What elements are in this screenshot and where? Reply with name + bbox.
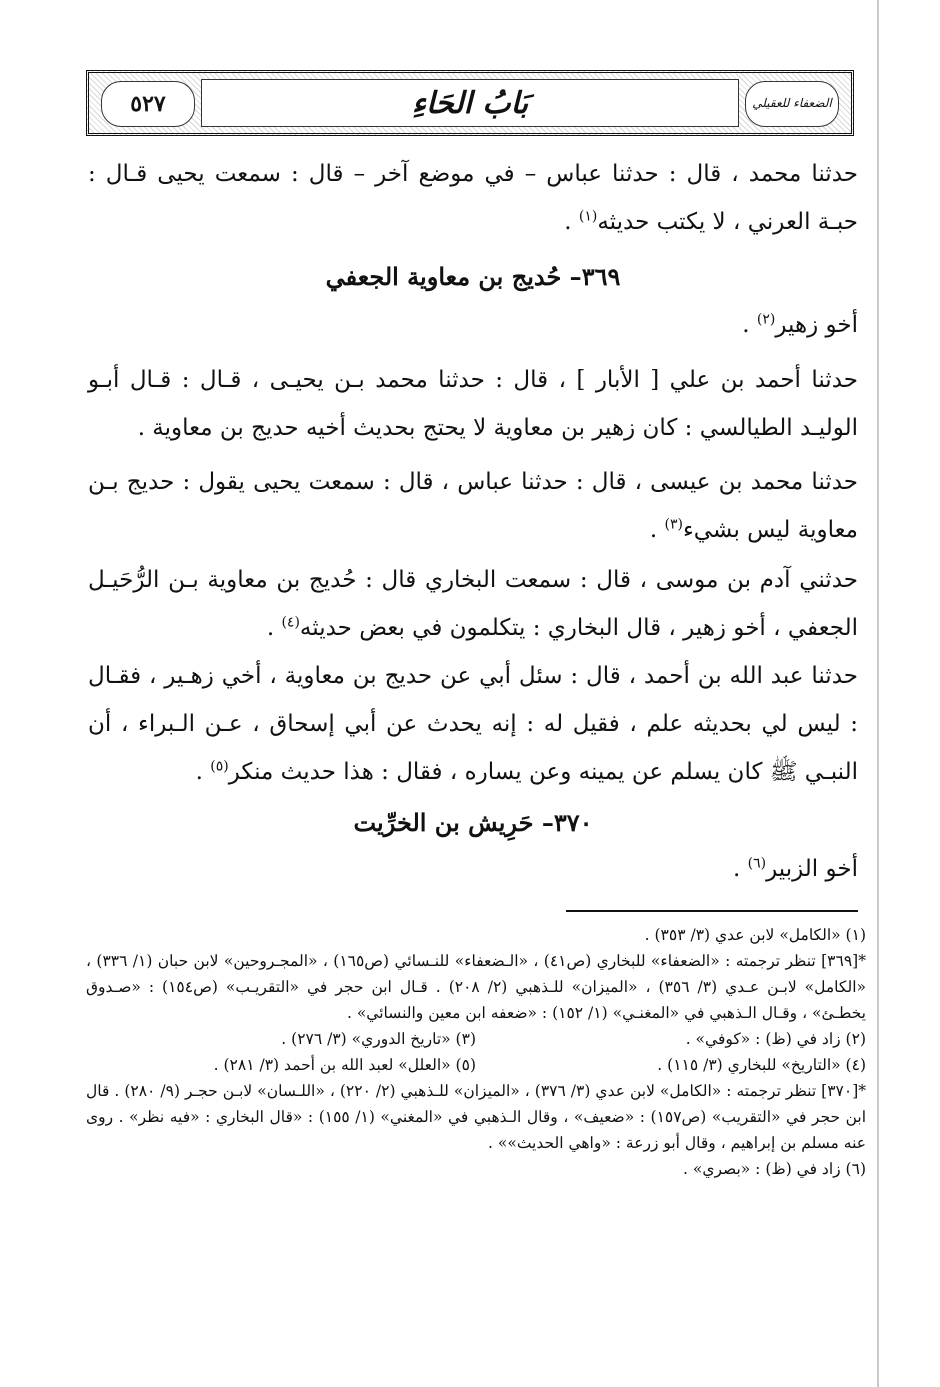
paragraph-text: حدثنا محمد ، قال : حدثنا عباس – في موضع آخر – قال : سمعت يحيى قـال : حبـة العرني ، لا يكتب حديثه [88,161,858,235]
footnote-6: (٦) زاد في (ظ) : «بصري» . [682,1160,866,1178]
footnote-ref: (٢) [756,311,776,328]
entry-369-intro: أخو زهير$^{(٢)}$ . [742,311,858,338]
footnote-row-2-3 [86,1026,866,1052]
footnote-separator [566,910,858,912]
chapter-title-frame [201,79,739,127]
running-header [86,70,854,136]
entry-370-title: ٣٧٠– حَرِيش بن الخرِّيت [353,808,593,837]
entry-369-para-1: حدثنا أحمد بن علي [ الأبار ] ، قال : حدثنا محمد بـن يحيـى ، قـال : قـال أبـو الوليـد الطيالسي : كان زهير بن معاوية لا يحتج بحديث أخيه حديج بن معاوية . [88,367,858,441]
book-emblem [745,81,839,127]
footnote-ref: (٣) [664,516,683,533]
translation-note-370: *[٣٧٠] تنظر ترجمته : «الكامل» لابن عدي (٣/ ٣٧٦) ، «الميزان» للـذهبي (٢/ ٢٢٠) ، «اللـسان» لابـن حجـر (٩/ ٢٨٠) . قال ابن حجر في «التقريب» (ص١٥٧) : «ضعيف» ، وقال الـذهبي في «المغني» (١/ ١٥٥) : «قال البخاري : «فيه نظر» . روى عنه مسلم بن إبراهيم ، وقال أبو زرعة : «واهي الحديث»» . [86,1082,867,1152]
footnote-1: (١) «الكامل» لابن عدي (٣/ ٣٥٣) . [644,926,866,944]
entry-369-title: ٣٦٩– حُديج بن معاوية الجعفي [325,262,621,291]
footnote-2: (٢) زاد في (ظ) : «كوفي» . [685,1030,866,1048]
entry-369-para-3: حدثني آدم بن موسى ، قال : سمعت البخاري قال : حُديج بن معاوية بـن الرُّحَيـل الجعفي ، أخو زهير ، قال البخاري : يتكلمون في بعض حديثه$^{(٤)}$ . [88,567,858,641]
entry-369-para-2: حدثنا محمد بن عيسى ، قال : حدثنا عباس ، قال : سمعت يحيى يقول : حديج بـن معاوية ليس بشيء$^{(٣)}$ . [88,469,858,543]
page-edge [877,0,879,1387]
footnote-4: (٤) «التاريخ» للبخاري (٣/ ١١٥) . [657,1056,866,1074]
entry-369-para-4: حدثنا عبد الله بن أحمد ، قال : سئل أبي عن حديج بن معاوية ، أخي زهـير ، فقـال : ليس لي بحديثه علم ، فقيل له : إنه يحدث عن أبي إسحاق ، عـن الـبراء ، أن النبـي ﷺ كان يسلم عن يمينه وعن يساره ، فقال : هذا حديث منكر$^{(٥)}$ . [88,663,858,785]
footnote-ref: (٥) [210,758,229,775]
footnote-ref: (١) [578,208,598,225]
chapter-title: بَابُ الحَاءِ [411,85,529,121]
translation-note-369: *[٣٦٩] تنظر ترجمته : «الضعفاء» للبخاري (ص٤١) ، «الـضعفاء» للنـسائي (ص١٦٥) ، «المجـروحين» لابن حبان (١/ ٣٣٦) ، «الكامل» لابـن عـدي (٣/ ٣٥٦) ، «الميزان» للـذهبي (٢/ ٢٠٨) . قـال ابن حجر في «التقريـب» (ص١٥٤) : «صـدوق يخطـئ» ، وقـال الـذهبي في «المغنـي» (١/ ١٥٢) : «ضعفه ابن معين والنسائي» . [86,952,866,1022]
footnote-row-4-5 [86,1052,866,1078]
footnotes [86,922,866,1182]
opening-paragraph: حدثنا محمد ، قال : حدثنا عباس – في موضع آخر – قال : سمعت يحيى قـال : حبـة العرني ، لا يكتب حديثه$^{(١)}$ . [88,161,858,235]
footnote-3: (٣) «تاريخ الدوري» (٣/ ٢٧٦) . [281,1030,476,1048]
footnote-ref: (٤) [281,614,300,631]
page-number-cartouche [101,81,195,127]
footnote-5: (٥) «العلل» لعبد الله بن أحمد (٣/ ٢٨١) . [213,1056,476,1074]
footnote-ref: (٦) [747,855,767,872]
page-number: ٥٢٧ [130,91,166,117]
book-emblem-text: الضعفاء للعقيلي [752,96,832,111]
entry-370-intro: أخو الزبير$^{(٦)}$ . [732,855,858,882]
